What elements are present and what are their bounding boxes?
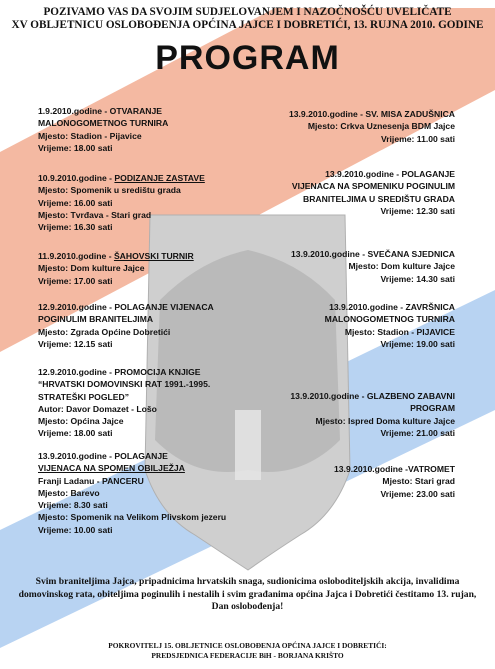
- event-name: ZAVRŠNICA: [405, 302, 455, 312]
- patron-footer: [0, 641, 495, 661]
- event-right-2: [292, 168, 455, 217]
- event-name: ŠAHOVSKI TURNIR: [113, 251, 194, 261]
- event-date: 13.9.2010.godine -: [334, 464, 409, 474]
- event-date: 13.9.2010.godine -: [325, 169, 402, 179]
- event-name: SVEČANA SJEDNICA: [367, 249, 455, 259]
- invitation-header: [0, 6, 495, 32]
- event-name: PODIZANJE ZASTAVE: [114, 173, 205, 183]
- event-line: VIJENACA NA SPOMEN OBILJEŽJA: [38, 463, 185, 474]
- event-name: POLAGANJE VIJENACA: [114, 302, 214, 312]
- event-name: PROMOCIJA KNJIGE: [114, 367, 201, 377]
- event-line: Mjesto: Dom kulture Jajce: [348, 261, 455, 272]
- event-line: “HRVATSKI DOMOVINSKI RAT 1991.-1995.: [38, 379, 211, 390]
- event-line: Vrijeme: 10.00 sati: [38, 524, 113, 535]
- event-name: VATROMET: [408, 464, 455, 474]
- event-line: Mjesto: Barevo: [38, 487, 100, 498]
- event-line: Mjesto: Stadion - Pijavice: [38, 130, 142, 141]
- footer-line-1: POKROVITELJ 15. OBLJETNICE OSLOBOĐENJA OPĆINA JAJCE I DOBRETIĆI:: [108, 641, 387, 650]
- event-left-2: [38, 172, 205, 233]
- event-line: Vrijeme: 16.00 sati: [38, 197, 113, 208]
- footer-line-2: PREDSJEDNICA FEDERACIJE BiH - BORJANA KRIŠTO: [151, 651, 344, 660]
- event-date: 13.9.2010.godine -: [290, 391, 367, 401]
- event-name: POLAGANJE: [401, 169, 455, 179]
- event-line: Vrijeme: 18.00 sati: [38, 428, 113, 439]
- event-line: Autor: Davor Domazet - Lošo: [38, 403, 157, 414]
- event-line: Mjesto: Zgrada Općine Dobretići: [38, 326, 171, 337]
- event-line: Mjesto: Tvrđava - Stari grad: [38, 209, 152, 220]
- event-line: Mjesto: Općina Jajce: [38, 416, 124, 427]
- event-name: OTVARANJE: [109, 106, 163, 116]
- header-line-1: POZIVAMO VAS DA SVOJIM SUDJELOVANJEM I NAZOČNOŠĆU UVELIČATE: [43, 6, 452, 18]
- event-line: Mjesto: Spomenik u središtu grada: [38, 185, 181, 196]
- event-right-4: [325, 301, 455, 350]
- event-left-1: [38, 105, 168, 154]
- event-date: 12.9.2010.godine -: [38, 302, 115, 312]
- event-right-5: [290, 390, 455, 439]
- event-right-1: [289, 108, 455, 145]
- waterfall: [235, 410, 261, 480]
- page-title: PROGRAM: [155, 39, 340, 77]
- event-date: 10.9.2010.godine -: [38, 173, 115, 183]
- event-line: VIJENACA NA SPOMENIKU POGINULIM: [291, 181, 455, 192]
- event-left-6: [38, 450, 226, 536]
- event-line: Vrijeme: 17.00 sati: [38, 275, 113, 286]
- event-right-3: [291, 248, 455, 285]
- event-line: Mjesto: Dom kulture Jajce: [38, 263, 145, 274]
- event-line: Vrijeme: 11.00 sati: [380, 133, 455, 144]
- event-date: 13.9.2010.godine -: [291, 249, 368, 259]
- event-line: Vrijeme: 8.30 sati: [38, 500, 108, 511]
- event-line: Mjesto: Crkva Uznesenja BDM Jajce: [307, 121, 455, 132]
- event-line: POGINULIM BRANITELJIMA: [38, 314, 154, 325]
- event-line: Vrijeme: 23.00 sati: [380, 488, 455, 499]
- event-line: Mjesto: Ispred Doma kulture Jajce: [315, 415, 455, 426]
- event-date: 13.9.2010.godine -: [329, 302, 406, 312]
- event-line: Vrijeme: 19.00 sati: [380, 338, 455, 349]
- event-line: Vrijeme: 12.30 sati: [380, 205, 455, 216]
- event-line: Vrijeme: 18.00 sati: [38, 142, 113, 153]
- event-date: 1.9.2010.godine -: [38, 106, 110, 116]
- event-left-5: [38, 366, 210, 440]
- event-line: Franji Ladanu - PANCERU: [38, 475, 144, 486]
- event-line: MALONOGOMETNOG TURNIRA: [38, 118, 169, 129]
- event-line: Vrijeme: 21.00 sati: [380, 427, 455, 438]
- event-line: Vrijeme: 12.15 sati: [38, 338, 113, 349]
- event-date: 13.9.2010.godine -: [38, 451, 115, 461]
- event-name: POLAGANJE: [114, 451, 168, 461]
- event-line: Mjesto: Spomenik na Velikom Plivskom jezeru: [38, 512, 227, 523]
- event-date: 11.9.2010.godine -: [38, 251, 114, 261]
- event-line: BRANITELJIMA U SREDIŠTU GRADA: [303, 193, 455, 204]
- event-line: STRATEŠKI POGLED”: [38, 391, 130, 402]
- closing-message: Svim braniteljima Jajca, pripadnicima hrvatskih snaga, sudionicima osloboditeljskih akcija, invalidima domovinskog rata, obiteljima poginulih i nestalih i svim građanima općina Jajca i Dobretići čestitamo 13. rujan, Dan oslobođenja!: [18, 576, 477, 612]
- event-right-6: [334, 463, 455, 500]
- event-line: Vrijeme: 16.30 sati: [38, 222, 113, 233]
- event-date: 12.9.2010.godine -: [38, 367, 115, 377]
- event-left-3: [38, 250, 194, 287]
- header-line-2: XV OBLJETNICU OSLOBOĐENJA OPĆINA JAJCE I DOBRETIĆI, 13. RUJNA 2010. GODINE: [11, 19, 484, 31]
- event-line: MALONOGOMETNOG TURNIRA: [324, 314, 455, 325]
- event-line: PROGRAM: [410, 403, 455, 414]
- event-line: Mjesto: Stadion - PIJAVICE: [344, 326, 455, 337]
- event-name: SV. MISA ZADUŠNICA: [365, 109, 455, 119]
- event-line: Vrijeme: 14.30 sati: [380, 273, 455, 284]
- event-line: Mjesto: Stari grad: [382, 476, 455, 487]
- event-left-4: [38, 301, 214, 350]
- event-name: GLAZBENO ZABAVNI: [366, 391, 455, 401]
- event-date: 13.9.2010.godine -: [288, 109, 366, 119]
